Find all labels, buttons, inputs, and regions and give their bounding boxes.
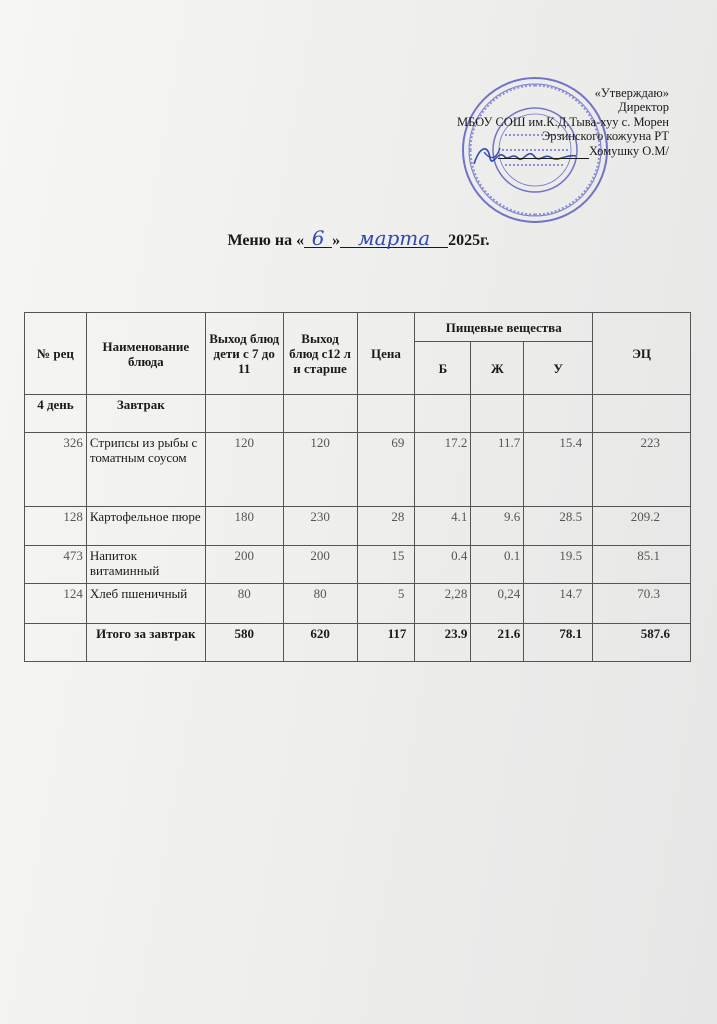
row-zh: 0.1 xyxy=(471,546,524,584)
title-month: марта xyxy=(340,230,448,248)
approval-line-4: Эрзинского кожууна РТ xyxy=(541,129,669,144)
table-row xyxy=(25,546,691,584)
header-b: Б xyxy=(415,342,471,395)
title-day: 6 xyxy=(304,230,332,248)
row-zh: 9.6 xyxy=(471,507,524,546)
row-name: Картофельное пюре xyxy=(86,507,205,546)
row-rec: 473 xyxy=(25,546,87,584)
header-price: Цена xyxy=(357,313,415,395)
row-yield-old: 200 xyxy=(283,546,357,584)
row-yield-old: 80 xyxy=(283,584,357,624)
header-zh: Ж xyxy=(471,342,524,395)
header-yield-old: Выход блюд с12 л и старше xyxy=(283,313,357,395)
row-rec: 124 xyxy=(25,584,87,624)
approval-line-1: «Утверждаю» xyxy=(594,86,669,100)
table-row xyxy=(25,433,691,507)
row-ets: 70.3 xyxy=(593,584,691,624)
title-suffix: 2025г. xyxy=(448,232,490,249)
row-name: Напиток витаминный xyxy=(86,546,205,584)
total-row xyxy=(25,624,691,662)
total-ets: 587.6 xyxy=(593,624,691,662)
row-ets: 85.1 xyxy=(593,546,691,584)
row-b: 0.4 xyxy=(415,546,471,584)
row-u: 14.7 xyxy=(524,584,593,624)
total-zh: 21.6 xyxy=(471,624,524,662)
total-price: 117 xyxy=(357,624,415,662)
row-ets: 223 xyxy=(593,433,691,507)
menu-table xyxy=(24,312,691,662)
section-day: 4 день xyxy=(25,395,87,433)
total-yield-young: 580 xyxy=(205,624,283,662)
row-yield-young: 180 xyxy=(205,507,283,546)
row-zh: 0,24 xyxy=(471,584,524,624)
row-b: 2,28 xyxy=(415,584,471,624)
total-u: 78.1 xyxy=(524,624,593,662)
header-yield-young: Выход блюд дети с 7 до 11 xyxy=(205,313,283,395)
row-name: Стрипсы из рыбы с томатным соусом xyxy=(86,433,205,507)
header-ets: ЭЦ xyxy=(593,313,691,395)
row-price: 69 xyxy=(357,433,415,507)
section-row xyxy=(25,395,691,433)
approval-line-3: МБОУ СОШ им.К.Д.Тыва-хуу с. Морен xyxy=(456,114,669,129)
row-yield-old: 230 xyxy=(283,507,357,546)
row-rec: 326 xyxy=(25,433,87,507)
row-u: 28.5 xyxy=(524,507,593,546)
total-label: Итого за завтрак xyxy=(86,624,205,662)
header-nutrients: Пищевые вещества xyxy=(415,313,593,342)
row-ets: 209.2 xyxy=(593,507,691,546)
row-b: 4.1 xyxy=(415,507,471,546)
approval-signature-line xyxy=(498,144,589,159)
row-zh: 11.7 xyxy=(471,433,524,507)
approval-line-5: Хомушку О.М/ xyxy=(588,143,669,158)
row-yield-young: 120 xyxy=(205,433,283,507)
title-prefix: Меню на « xyxy=(227,232,305,249)
section-meal: Завтрак xyxy=(86,395,205,433)
row-price: 15 xyxy=(357,546,415,584)
total-yield-old: 620 xyxy=(283,624,357,662)
table-row xyxy=(25,584,691,624)
page-title xyxy=(0,226,717,250)
approval-line-2: Директор xyxy=(618,100,669,115)
row-rec: 128 xyxy=(25,507,87,546)
approval-block xyxy=(457,86,669,158)
header-u: У xyxy=(524,342,593,395)
row-yield-old: 120 xyxy=(283,433,357,507)
table-row xyxy=(25,507,691,546)
row-price: 28 xyxy=(357,507,415,546)
row-u: 19.5 xyxy=(524,546,593,584)
row-b: 17.2 xyxy=(415,433,471,507)
row-yield-young: 80 xyxy=(205,584,283,624)
row-u: 15.4 xyxy=(524,433,593,507)
row-name: Хлеб пшеничный xyxy=(86,584,205,624)
header-rec: № рец xyxy=(25,313,87,395)
header-name: Наименование блюда xyxy=(86,313,205,395)
row-price: 5 xyxy=(357,584,415,624)
total-b: 23.9 xyxy=(415,624,471,662)
title-middle: » xyxy=(332,232,341,249)
row-yield-young: 200 xyxy=(205,546,283,584)
